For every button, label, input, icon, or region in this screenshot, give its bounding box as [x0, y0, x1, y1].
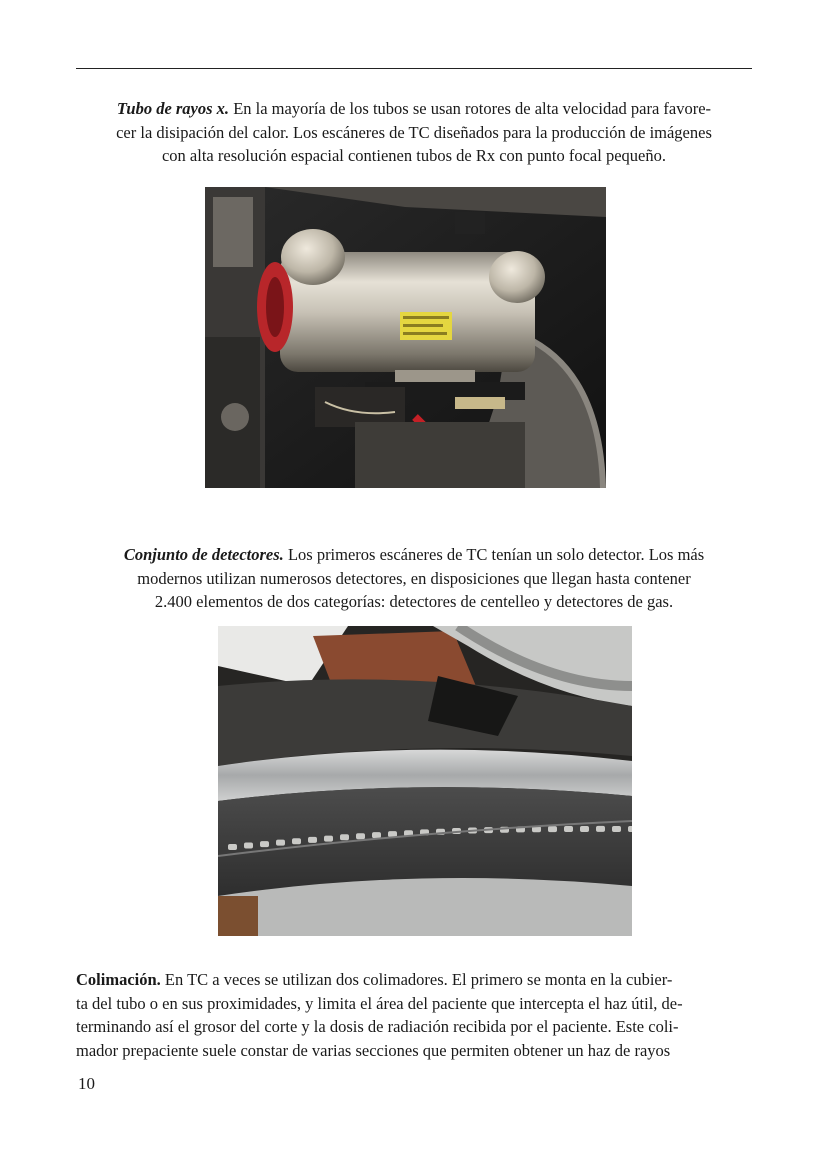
paragraph-text: Los primeros escáneres de TC tenían un solo detector. Los más: [283, 545, 705, 564]
paragraph-line: ta del tubo o en sus proximidades, y limita el área del paciente que intercepta el haz útil, de-: [76, 993, 683, 1013]
term-tubo-rayos-x: Tubo de rayos x.: [116, 99, 230, 118]
xray-tube-photo: [205, 187, 606, 488]
paragraph-line: con alta resolución espacial contienen tubos de Rx con punto focal pequeño.: [161, 146, 666, 165]
paragraph-line: [76, 968, 752, 992]
term-conjunto-detectores: Conjunto de detectores.: [123, 545, 284, 564]
paragraph-line: mador prepaciente suele constar de varias secciones que permiten obtener un haz de rayos: [76, 1040, 671, 1060]
paragraph-conjunto-detectores: [76, 543, 752, 614]
term-colimacion: Colimación.: [76, 970, 161, 989]
header-rule: [76, 68, 752, 69]
paragraph-line: [76, 97, 752, 121]
paragraph-line: terminando así el grosor del corte y la dosis de radiación recibida por el paciente. Este coli-: [76, 1017, 679, 1036]
paragraph-colimacion: [76, 968, 752, 1062]
paragraph-text: En TC a veces se utilizan dos colimadores. El primero se monta en la cubier-: [160, 970, 673, 989]
paragraph-line: modernos utilizan numerosos detectores, en disposiciones que llegan hasta contener: [137, 568, 691, 588]
paragraph-line: cer la disipación del calor. Los escáneres de TC diseñados para la producción de imágenes: [116, 122, 712, 142]
paragraph-line: 2.400 elementos de dos categorías: detectores de centelleo y detectores de gas.: [154, 592, 674, 611]
detector-array-photo: [218, 626, 632, 936]
page-number: 10: [78, 1074, 95, 1093]
paragraph-tubo-rayos-x: [76, 97, 752, 168]
paragraph-line: [76, 543, 752, 567]
paragraph-text: En la mayoría de los tubos se usan rotores de alta velocidad para favore-: [229, 99, 712, 118]
